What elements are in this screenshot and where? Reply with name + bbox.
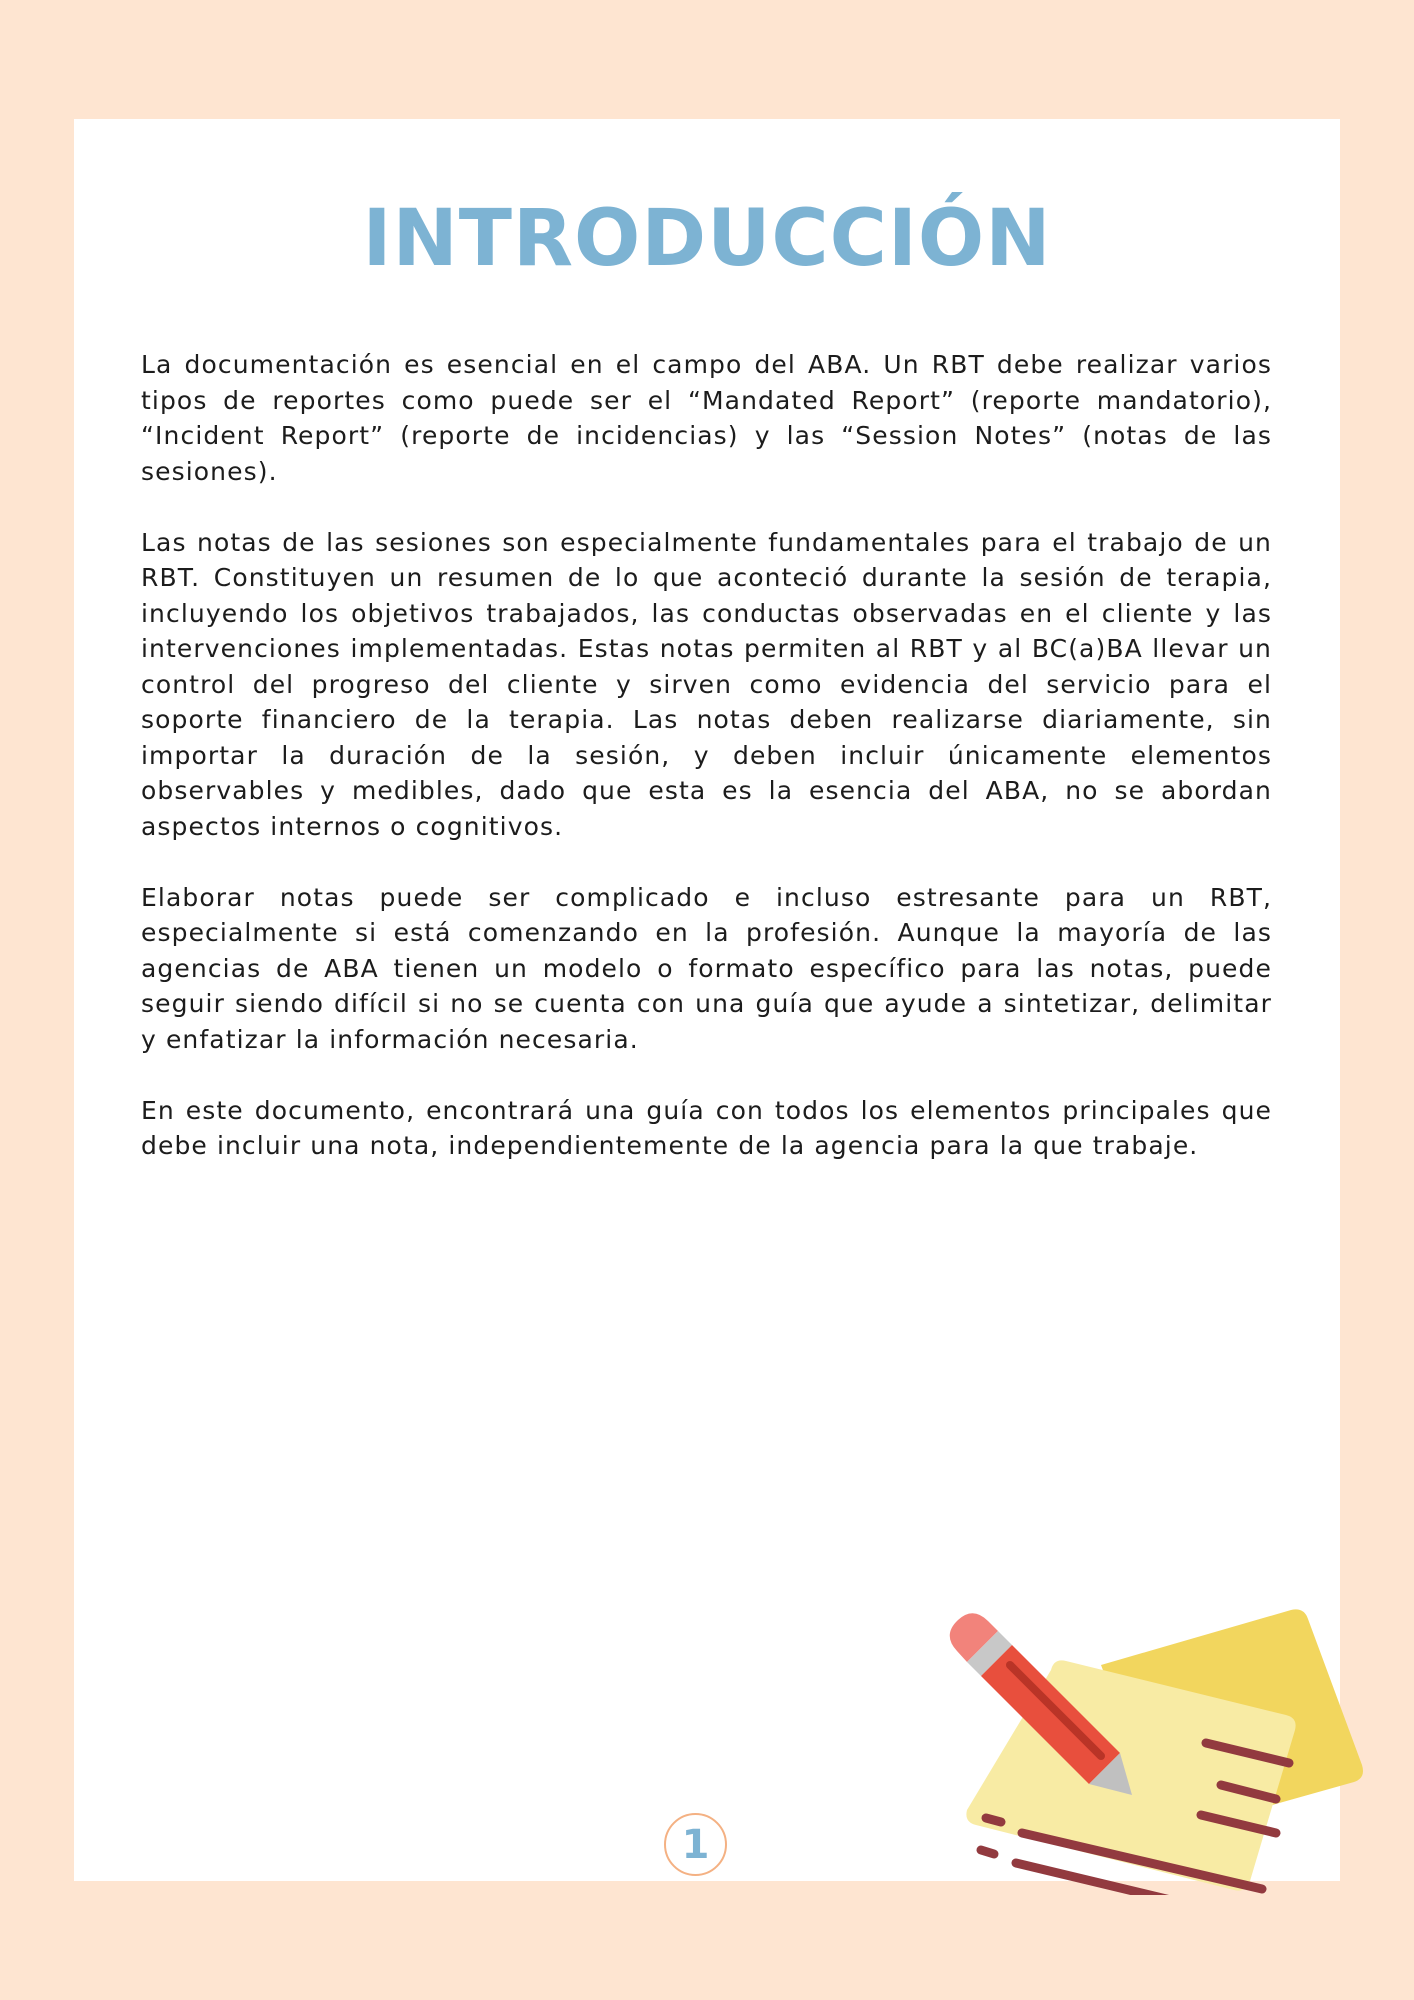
document-page bbox=[74, 119, 1340, 1881]
notepad-pencil-icon bbox=[946, 1515, 1386, 1895]
page-number: 1 bbox=[681, 1821, 710, 1868]
page-title: INTRODUCCIÓN bbox=[362, 194, 1052, 284]
body-text bbox=[141, 347, 1272, 1199]
paragraph-3: Elaborar notas puede ser complicado e incluso estresante para un RBT, especialmente si está comenzando en la profesión. Aunque la mayoría de las agencias de ABA tienen un modelo o formato específico para las notas, puede seguir siendo difícil si no se cuenta con una guía que ayude a sintetizar, delimitar y enfatizar la información necesaria. bbox=[141, 882, 1272, 1054]
paragraph-4: En este documento, encontrará una guía con todos los elementos principales que debe incluir una nota, independientemente de la agencia para la que trabaje. bbox=[141, 1095, 1272, 1160]
page-number-badge bbox=[664, 1813, 727, 1876]
paragraph-2: Las notas de las sesiones son especialmente fundamentales para el trabajo de un RBT. Constituyen un resumen de lo que aconteció durante la sesión de terapia, incluyendo los objetivos trabajados, las conductas observadas en el cliente y las intervenciones implementadas. Estas notas permiten al RBT y al BC(a)BA llevar un control del progreso del cliente y sirven como evidencia del servicio para el soporte financiero de la terapia. Las notas deben realizarse diariamente, sin importar la duración de la sesión, y deben incluir únicamente elementos observables y medibles, dado que esta es la esencia del ABA, no se abordan aspectos internos o cognitivos. bbox=[141, 527, 1272, 841]
paragraph-1: La documentación es esencial en el campo del ABA. Un RBT debe realizar varios tipos de reportes como puede ser el “Mandated Report” (reporte mandatorio), “Incident Report” (reporte de incidencias) y las “Session Notes” (notas de las sesiones). bbox=[141, 350, 1272, 486]
